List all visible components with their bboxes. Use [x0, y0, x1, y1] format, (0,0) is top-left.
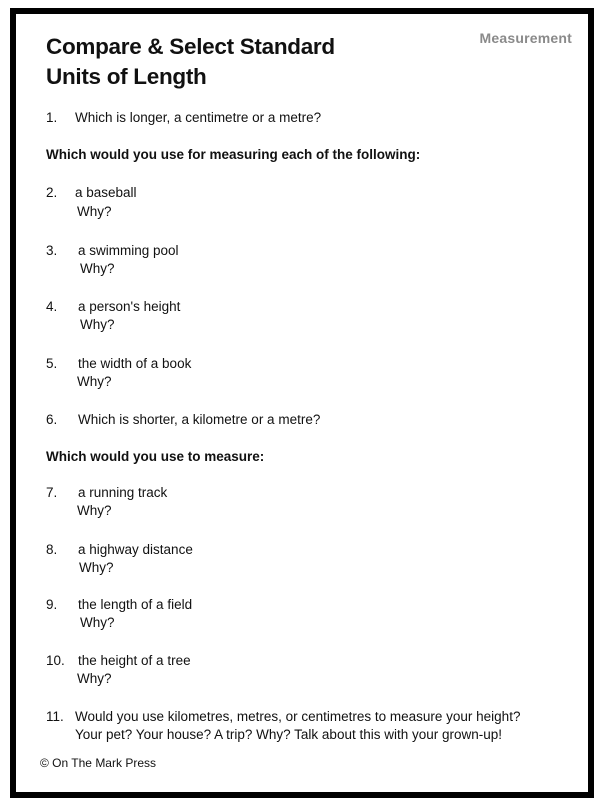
page-title	[46, 32, 335, 92]
question-1: 1. Which is longer, a centimetre or a metre?	[46, 110, 322, 125]
why-prompt-9: Why?	[80, 615, 115, 630]
question-7: 7. a running track	[46, 485, 168, 500]
question-9: 9. the length of a field	[46, 597, 193, 612]
question-6: 6. Which is shorter, a kilometre or a metre?	[46, 412, 321, 427]
question-11: 11. Would you use kilometres, metres, or centimetres to measure your height?	[46, 709, 521, 724]
section-intro-1: Which would you use for measuring each of the following:	[46, 147, 421, 162]
why-prompt-2: Why?	[77, 204, 112, 219]
why-prompt-3: Why?	[80, 261, 115, 276]
why-prompt-10: Why?	[77, 671, 112, 686]
why-prompt-4: Why?	[80, 317, 115, 332]
question-4: 4. a person's height	[46, 299, 181, 314]
section-intro-2: Which would you use to measure:	[46, 449, 265, 464]
subject-tag: Measurement	[479, 30, 572, 46]
copyright-footer: © On The Mark Press	[40, 756, 156, 770]
worksheet-page	[10, 8, 594, 798]
why-prompt-8: Why?	[79, 560, 114, 575]
question-11-continued: Your pet? Your house? A trip? Why? Talk about this with your grown-up!	[75, 727, 503, 742]
why-prompt-7: Why?	[77, 503, 112, 518]
why-prompt-5: Why?	[77, 374, 112, 389]
question-5: 5. the width of a book	[46, 356, 192, 371]
title-line-1: Compare & Select Standard	[46, 34, 335, 59]
question-10: 10. the height of a tree	[46, 653, 191, 668]
question-2: 2. a baseball	[46, 185, 137, 200]
question-3: 3. a swimming pool	[46, 243, 179, 258]
question-8: 8. a highway distance	[46, 542, 193, 557]
title-line-2: Units of Length	[46, 64, 207, 89]
